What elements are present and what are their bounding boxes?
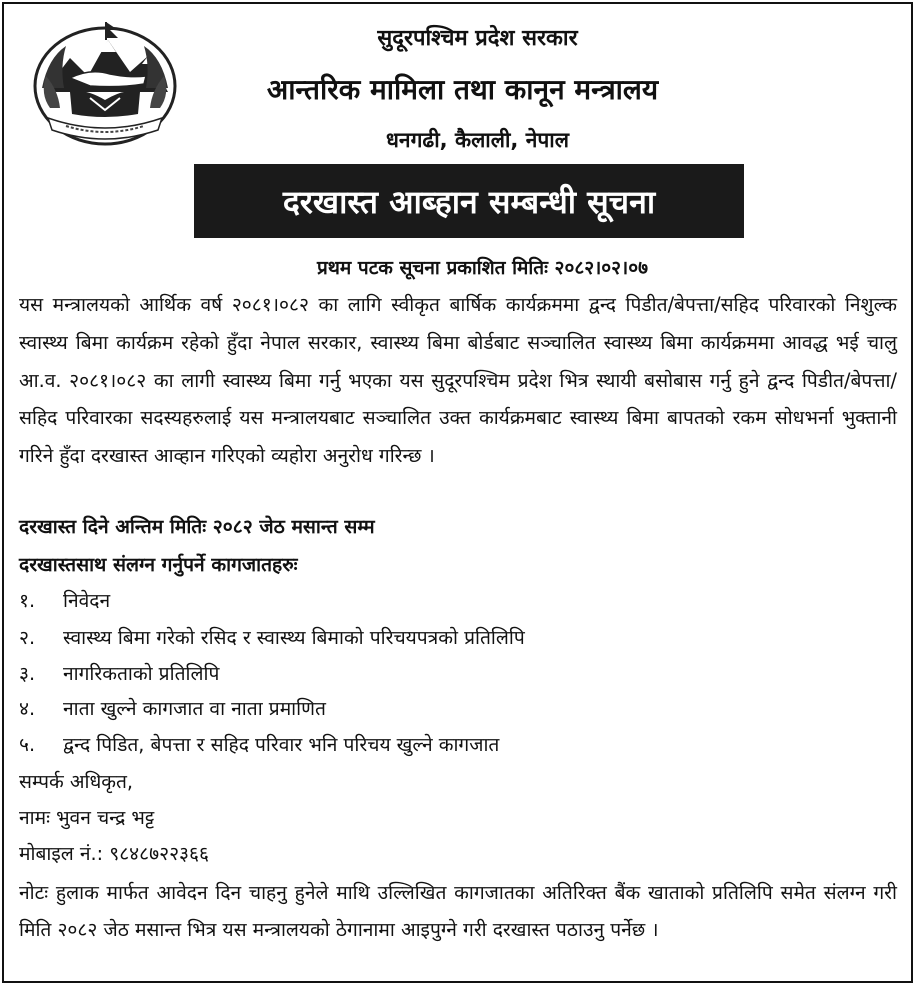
notice-document [2,2,913,983]
document-text: निवेदन [63,589,111,612]
notice-header [4,4,911,249]
notice-title: दरखास्त आब्हान सम्बन्धी सूचना [194,164,744,238]
provincial-government-name: सुदूरपश्चिम प्रदेश सरकार [377,26,578,51]
document-text: द्वन्द पिडित, बेपत्ता र सहिद परिवार भनि परिचय खुल्ने कागजात [63,733,500,756]
ministry-name: आन्तरिक मामिला तथा कानून मन्त्रालय [266,73,659,106]
document-list-item [19,586,110,613]
contact-officer-name: नामः भुवन चन्द्र भट्ट [19,806,155,829]
application-deadline: दरखास्त दिने अन्तिम मितिः २०८२ जेठ मसान्त सम्म [19,515,375,538]
publication-date: प्रथम पटक सूचना प्रकाशित मितिः २०८२।०२।०७ [316,257,649,279]
document-text: स्वास्थ्य बिमा गरेको रसिद र स्वास्थ्य बिमाको परिचयपत्रको प्रतिलिपि [63,626,525,649]
contact-officer-title: सम्पर्क अधिकृत, [19,770,134,793]
document-number: ४. [19,697,36,720]
document-list-item [19,694,326,721]
document-text: नागरिकताको प्रतिलिपि [63,662,220,685]
document-number: ३. [19,662,36,685]
postal-application-note: नोटः हुलाक मार्फत आवेदन दिन चाहनु हुनेले माथि उल्लिखित कागजातका अतिरिक्त बैंक खाताको प्रतिलिपि समेत संलग्न गरी मिति २०८२ जेठ मसान्त भित्र यस मन्त्रालयको ठेगानामा आइपुग्ने गरी दरखास्त पठाउनु पर्नेछ । [19,881,897,941]
notice-body-paragraph: यस मन्त्रालयको आर्थिक वर्ष २०८१।०८२ का लागि स्वीकृत बार्षिक कार्यक्रममा द्वन्द पिडीत/बेपत्ता/सहिद परिवारको निशुल्क स्वास्थ्य बिमा कार्यक्रम रहेको हुँदा नेपाल सरकार, स्वास्थ्य बिमा बोर्डबाट सञ्चालित स्वास्थ्य बिमा कार्यक्रममा आवद्ध भई चालु आ.व. २०८१।०८२ का लागी स्वास्थ्य बिमा गर्नु भएका यस सुदूरपश्चिम प्रदेश भित्र स्थायी बसोबास गर्नु हुने द्वन्द पिडीत/बेपत्ता/सहिद परिवारका सदस्यहरुलाई यस मन्त्रालयबाट सञ्चालित उक्त कार्यक्रमबाट स्वास्थ्य बिमा बापतको रकम सोधभर्ना भुक्तानी गरिने हुँदा दरखास्त आव्हान गरिएको व्यहोरा अनुरोध गरिन्छ । [19,293,897,468]
document-text: नाता खुल्ने कागजात वा नाता प्रमाणित [63,697,326,720]
document-number: १. [19,589,36,612]
document-list-item [19,730,499,757]
contact-mobile-number: मोबाइल नं.: ९८४८७२२३६६ [19,842,209,865]
documents-heading: दरखास्तसाथ संलग्न गर्नुपर्ने कागजातहरुः [19,553,298,576]
document-number: ५. [19,733,36,756]
document-list-item [19,659,219,686]
document-list-item [19,623,525,650]
document-number: २. [19,626,36,649]
ministry-address: धनगढी, कैलाली, नेपाल [386,128,569,152]
